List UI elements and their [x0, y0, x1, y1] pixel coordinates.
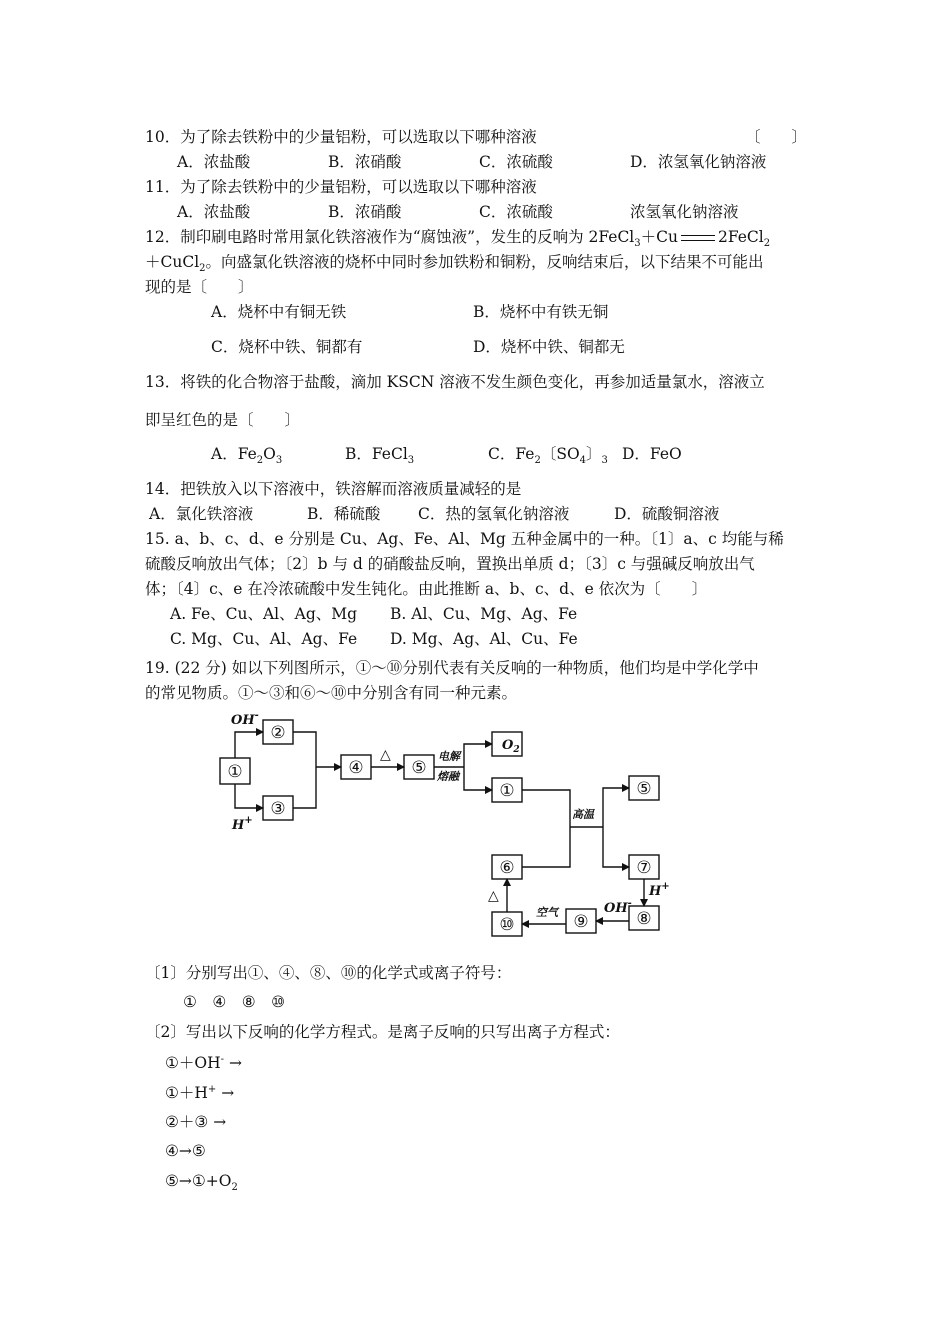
- hydrogen-ion-label: H+: [232, 815, 253, 833]
- q19-line2: 的常见物质。①～③和⑥～⑩中分别含有同一种元素。: [145, 684, 518, 702]
- q12-line3: 现的是〔 〕: [145, 278, 254, 296]
- node-o2-label: $O_2$: [502, 738, 520, 755]
- q19-line1: 19. (22 分) 如以下列图所示，①～⑩分别代表有关反响的一种物质，他们均是中学化学中: [145, 659, 759, 677]
- q13-line1: 13．将铁的化合物溶于盐酸，滴加 KSCN 溶液不发生颜色变化，再参加适量氯水，溶液立: [145, 373, 765, 391]
- molten-label: 熔融: [437, 770, 459, 783]
- q15-line2: 硫酸反响放出气体；〔2〕b 与 d 的硝酸盐反响，置换出单质 d；〔3〕c 与强碱反响放出气: [145, 555, 755, 573]
- q15-option-b: B. Al、Cu、Mg、Ag、Fe: [390, 605, 578, 623]
- node-3-label: ③: [270, 799, 286, 819]
- q12-option-a: A．烧杯中有铜无铁: [211, 303, 347, 321]
- q10-option-a: A．浓盐酸: [177, 153, 251, 171]
- q15-line3: 体；〔4〕c、e 在冷浓硫酸中发生钝化。由此推断 a、b、c、d、e 依次为〔 〕: [145, 580, 708, 598]
- node-10-label: ⑩: [499, 915, 515, 935]
- q19-part2: 〔2〕写出以下反响的化学方程式。是离子反响的只写出离子方程式：: [145, 1023, 620, 1041]
- q13-option-b: B．FeCl$_3$: [345, 445, 415, 467]
- q19-part1: 〔1〕分别写出①、④、⑧、⑩的化学式或离子符号：: [145, 964, 512, 982]
- q14-stem: 14．把铁放入以下溶液中，铁溶解而溶液质量减轻的是: [145, 480, 522, 498]
- heat-delta-icon: △: [380, 747, 391, 763]
- q19-eq5: $⑤\to ①+O_2$: [165, 1172, 238, 1194]
- hydroxide-label-2: OH-: [604, 898, 632, 916]
- node-5-label: ⑤: [411, 758, 427, 778]
- high-temp-label: 高温: [572, 808, 594, 821]
- q13-option-d: D．FeO: [622, 445, 682, 463]
- electrolysis-label: 电解: [438, 750, 460, 763]
- q19-eq1: ①＋OH- →: [165, 1053, 242, 1072]
- q14-option-d: D．硫酸铜溶液: [614, 505, 720, 523]
- q10-stem: 10．为了除去铁粉中的少量铝粉，可以选取以下哪种溶液: [145, 128, 537, 146]
- q10-option-c: C．浓硫酸: [479, 153, 553, 171]
- q11-option-b: B．浓硝酸: [328, 203, 402, 221]
- node-4-label: ④: [348, 758, 364, 778]
- hydrogen-ion-label-2: H+: [649, 881, 670, 899]
- node-1b-label: ①: [499, 781, 515, 801]
- q19-eq4: ④→⑤: [165, 1142, 206, 1160]
- q10-option-b: B．浓硝酸: [328, 153, 402, 171]
- q13-option-a: A．$Fe_2O_3$: [211, 445, 283, 467]
- node-5b-label: ⑤: [636, 779, 652, 799]
- q14-option-a: A．氯化铁溶液: [149, 505, 254, 523]
- node-7-label: ⑦: [636, 858, 652, 878]
- node-6-label: ⑥: [499, 858, 515, 878]
- q15-line1: 15. a、b、c、d、e 分别是 Cu、Ag、Fe、Al、Mg 五种金属中的一种。〔1〕a、c 均能与稀: [145, 530, 784, 548]
- q10-option-d: D．浓氢氧化钠溶液: [630, 153, 767, 171]
- q14-option-c: C．热的氢氧化钠溶液: [418, 505, 570, 523]
- q14-option-b: B．稀硫酸: [307, 505, 381, 523]
- q10-answer-bracket: 〔 〕: [745, 128, 808, 146]
- q15-option-a: A. Fe、Cu、Al、Ag、Mg: [170, 605, 358, 623]
- q13-line2: 即呈红色的是〔 〕: [145, 411, 301, 429]
- node-2-label: ②: [270, 723, 286, 743]
- q11-option-c: C．浓硫酸: [479, 203, 553, 221]
- q11-stem: 11．为了除去铁粉中的少量铝粉，可以选取以下哪种溶液: [145, 178, 537, 196]
- air-label: 空气: [536, 906, 558, 919]
- node-1-label: ①: [227, 762, 243, 782]
- heat-delta-icon-2: △: [488, 888, 499, 904]
- hydroxide-label: OH-: [231, 710, 259, 728]
- q19-eq2: ①＋H+ →: [165, 1083, 235, 1102]
- q12-option-b: B．烧杯中有铁无铜: [473, 303, 609, 321]
- q12-line1: 12．制印刷电路时常用氯化铁溶液作为“腐蚀液”，发生的反响为 2FeCl$_3$＋Cu 2FeCl$_2$: [145, 228, 771, 250]
- q15-option-c: C. Mg、Cu、Al、Ag、Fe: [170, 630, 358, 648]
- q12-line2: ＋CuCl$_2$。向盛氯化铁溶液的烧杯中同时参加铁粉和铜粉，反响结束后，以下结果不可能出: [145, 253, 764, 275]
- node-8-label: ⑧: [636, 909, 652, 929]
- q12-option-d: D．烧杯中铁、铜都无: [473, 338, 625, 356]
- node-9-label: ⑨: [573, 912, 589, 932]
- q12-option-c: C．烧杯中铁、铜都有: [211, 338, 363, 356]
- q11-option-a: A．浓盐酸: [177, 203, 251, 221]
- q19-eq3: ②＋③ →: [165, 1113, 227, 1131]
- q15-option-d: D. Mg、Ag、Al、Cu、Fe: [390, 630, 578, 648]
- q13-option-c: C．$Fe_2$〔$SO_4$〕$_3$: [488, 445, 608, 467]
- q11-option-d: 浓氢氧化钠溶液: [630, 203, 739, 221]
- q19-part1-items: ① ④ ⑧ ⑩: [183, 993, 286, 1011]
